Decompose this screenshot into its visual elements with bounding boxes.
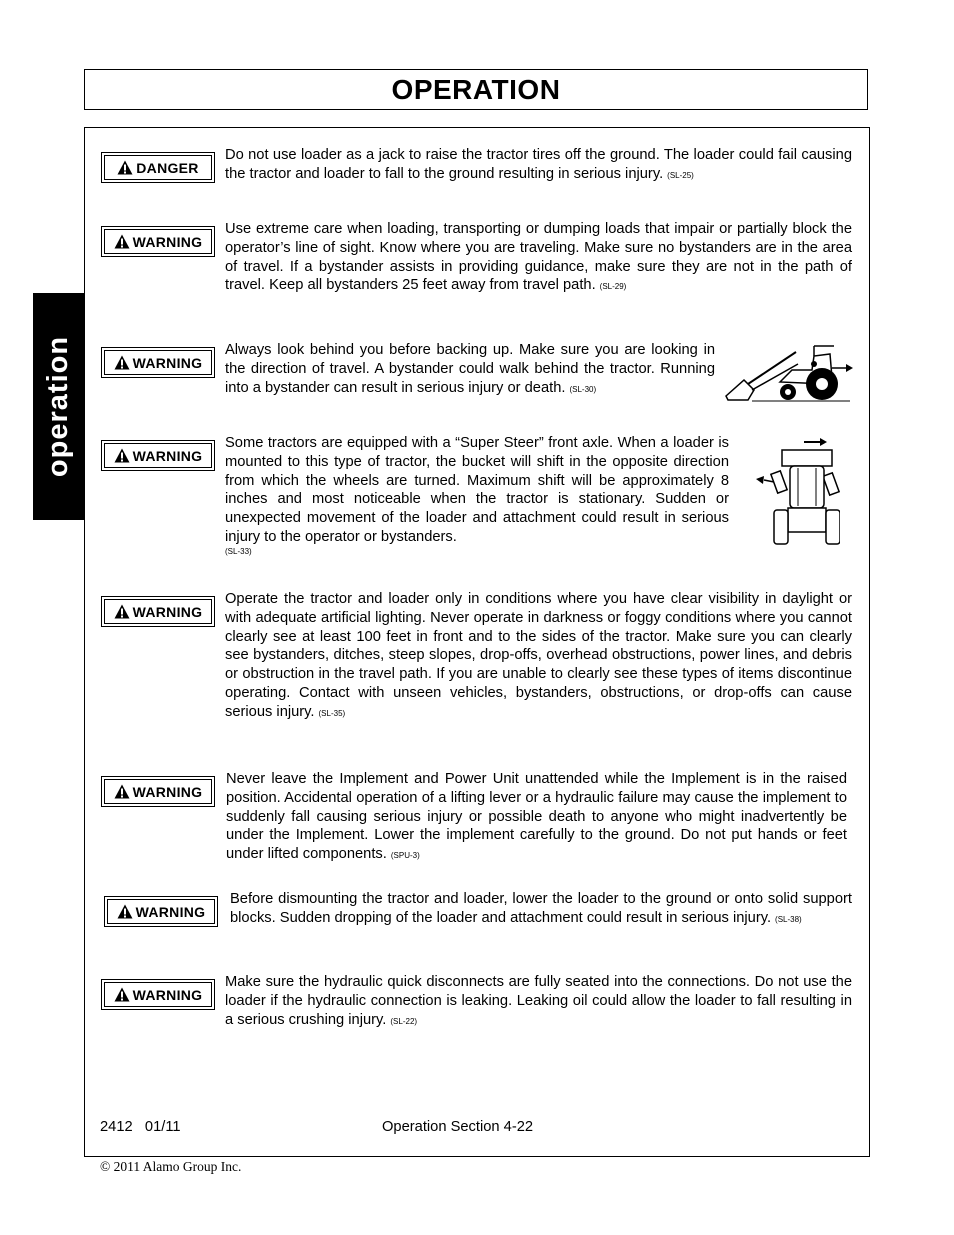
message-code: (SL-38) — [775, 914, 802, 924]
safety-message — [226, 770, 847, 866]
label-text: WARNING — [132, 447, 203, 464]
footer-section-page: Operation Section 4-22 — [382, 1119, 534, 1135]
page-header — [84, 69, 868, 110]
label-text: DANGER — [136, 159, 199, 176]
safety-message — [225, 146, 852, 186]
message-code: (SL-29) — [599, 282, 627, 292]
warning-triangle-icon — [114, 234, 130, 249]
tractor-loader-illustration — [722, 340, 854, 406]
warning-label — [101, 347, 215, 378]
page-title: OPERATION — [391, 73, 561, 105]
label-text: WARNING — [135, 903, 206, 920]
message-code: (SL-25) — [667, 170, 694, 180]
message-code: (SL-30) — [569, 384, 597, 394]
label-text: WARNING — [132, 603, 203, 620]
safety-message — [230, 890, 852, 930]
label-text: WARNING — [132, 233, 203, 250]
warning-label — [101, 440, 215, 471]
danger-label — [101, 152, 215, 183]
safety-message — [225, 973, 852, 1031]
safety-message — [225, 220, 852, 297]
warning-triangle-icon — [117, 904, 133, 919]
message-code: (SL-33) — [225, 546, 252, 556]
warning-triangle-icon — [114, 448, 130, 463]
warning-triangle-icon — [117, 160, 133, 175]
message-text: Never leave the Implement and Power Unit unattended while the Implement is in the raised position. Accidental operation of a lifting lever or a hydraulic failure may cause the implement to suddenly fall causing serious injury or possible death to anyone who might inadvertently be under the Implement. Lower the implement carefully to the ground. Do not put hands or feet under lifted components. — [226, 771, 847, 863]
message-code: (SL-22) — [390, 1016, 418, 1026]
footer-model-date: 2412 01/11 — [100, 1119, 181, 1135]
warning-triangle-icon — [114, 987, 130, 1002]
warning-label — [101, 596, 215, 627]
label-text: WARNING — [132, 354, 203, 371]
side-tab-label: operation — [42, 335, 75, 478]
message-code: (SL-35) — [318, 708, 346, 718]
label-text: WARNING — [132, 986, 203, 1003]
message-code: (SPU-3) — [390, 851, 420, 861]
message-text: Do not use loader as a jack to raise the tractor tires off the ground. The loader could fail causing the tractor and loader to fall to the ground resulting in serious injury. — [225, 147, 852, 182]
warning-label — [101, 226, 215, 257]
label-text: WARNING — [132, 783, 203, 800]
warning-triangle-icon — [114, 784, 130, 799]
section-side-tab — [33, 293, 85, 520]
message-text: Always look behind you before backing up. Make sure you are looking in the direction of travel. A bystander could walk behind the tractor. Running into a bystander can result in serious injury or death. — [225, 342, 715, 396]
super-steer-tractor-illustration — [750, 436, 840, 548]
warning-label — [104, 896, 218, 927]
message-text: Make sure the hydraulic quick disconnects are fully seated into the connections. Do not use the loader if the hydraulic connection is leaking. Leaking oil could allow the loader to fall resulting in a serious crushing injury. — [225, 974, 852, 1028]
copyright: © 2011 Alamo Group Inc. — [100, 1159, 242, 1174]
warning-label — [101, 979, 215, 1010]
message-text: Before dismounting the tractor and loader, lower the loader to the ground or onto solid support blocks. Sudden dropping of the loader and attachment could result in serious injury. — [230, 891, 852, 926]
message-text: Use extreme care when loading, transporting or dumping loads that impair or partially block the operator’s line of sight. Know where you are traveling. Make sure no bystanders are in the area of travel. If a bystander assists in providing guidance, make sure they are not in the path of travel. Keep all bystanders 25 feet away from travel path. — [225, 221, 852, 294]
safety-message — [225, 434, 729, 557]
warning-label — [101, 776, 215, 807]
warning-triangle-icon — [114, 604, 130, 619]
safety-message — [225, 590, 852, 724]
warning-triangle-icon — [114, 355, 130, 370]
safety-message — [225, 341, 715, 399]
message-text: Operate the tractor and loader only in conditions where you have clear visibility in daylight or with adequate artificial lighting. Never operate in darkness or foggy conditions where you cannot clearly see at least 100 feet in front and to the sides of the tractor. Make sure you can clearly see bystanders, ditches, steep slopes, drop-offs, overhead obstructions, power lines, and debris or obstruction in the travel path. If you are unable to clearly see these types of items discontinue operating. Contact with unseen vehicles, bystanders, obstructions, or drop-offs can cause serious injury. — [225, 591, 852, 720]
message-text: Some tractors are equipped with a “Super Steer” front axle. When a loader is mounted to this type of tractor, the bucket will shift in the opposite direction from which the wheels are turned. Maximum shift will be approximately 8 inches and most noticeable when the tractor is stationary. Sudden or unexpected movement of the loader and attachment could result in serious injury to the operator or bystanders. — [225, 435, 729, 545]
